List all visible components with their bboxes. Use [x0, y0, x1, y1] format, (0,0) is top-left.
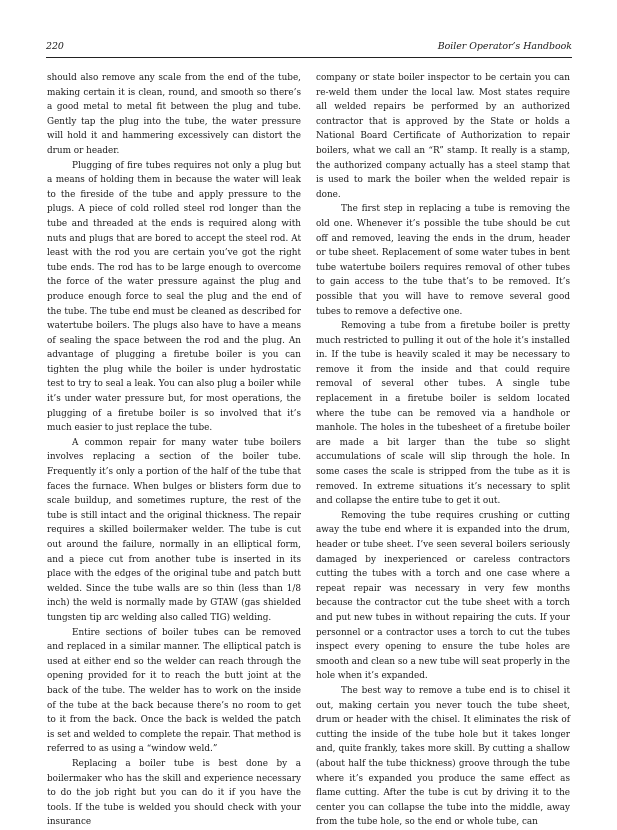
paragraph: The best way to remove a tube end is to chisel it out, making certain you never touch the tube sheet, drum or header with the chisel. It eliminates the risk of cutting the inside of the tube hole but it takes longer and, quite frankly, takes more skill. By cutting a shallow (about half the tube thickness) groove through the tube where it’s expanded you produce the same effect as flame cutting. After the tube is cut by driving it to the center you can collapse the tube into the middle, away from the tube hole, so the end or whole tube, can — [316, 685, 570, 828]
running-title: Boiler Operator’s Handbook — [437, 41, 572, 52]
paragraph: Removing the tube requires crushing or cutting away the tube end where it is expanded into the drum, header or tube sheet. I’ve seen several boilers seriously damaged by inexperienced or careless contractors cutting the tubes with a torch and one case where a repeat repair was necessary in very few months because the contractor cut the tube sheet with a torch and put new tubes in without repairing the cuts. If your personnel or a contractor uses a torch to cut the tubes inspect every opening to ensure the tube holes are smooth and clean so a new tube will seat properly in the hole when it’s expanded. — [316, 510, 570, 682]
running-header — [46, 41, 572, 55]
paragraph: Plugging of fire tubes requires not only a plug but a means of holding them in because the water will leak to the fireside of the tube and apply pressure to the plugs. A piece of cold rolled steel rod longer than the tube and threaded at the ends is required along with nuts and plugs that are bored to accept the steel rod. At least with the rod you are certain you’ve got the right tube ends. The rod has to be large enough to overcome the force of the water pressure against the plug and produce enough force to seal the plug and the end of the tube. The tube end must be cleaned as described for watertube boilers. The plugs also have to have a means of sealing the space between the rod and the plug. An advantage of plugging a firetube boiler is you can tighten the plug while the boiler is under hydrostatic test to try to seal a leak. You can also plug a boiler while it’s under water pressure but, for most operations, the plugging of a firetube boiler is so involved that it’s much easier to just replace the tube. — [47, 160, 301, 434]
left-column — [47, 71, 301, 830]
paragraph: company or state boiler inspector to be certain you can re-weld them under the local law. Most states require all welded repairs be performed by an authorized contractor that is approved by the State or holds a National Board Certificate of Authorization to repair boilers, what we call an “R” stamp. It really is a stamp, the authorized company actually has a steel stamp that is used to mark the boiler when the welded repair is done. — [316, 73, 570, 200]
paragraph: Replacing a boiler tube is best done by a boilermaker who has the skill and experience necessary to do the job right but you can do it if you have the tools. If the tube is welded you should check with your insurance — [47, 758, 301, 828]
page-number: 220 — [46, 41, 64, 52]
header-rule — [46, 57, 572, 58]
paragraph: Removing a tube from a firetube boiler is pretty much restricted to pulling it out of the hole it’s installed in. If the tube is heavily scaled it may be necessary to remove it from the inside and that could require removal of several other tubes. A single tube replacement in a firetube boiler is seldom located where the tube can be removed via a handhole or manhole. The holes in the tubesheet of a firetube boiler are made a bit larger than the tube so slight accumulations of scale will slip through the hole. In some cases the scale is stripped from the tube as it is removed. In extreme situations it’s necessary to split and collapse the entire tube to get it out. — [316, 321, 570, 507]
paragraph: should also remove any scale from the end of the tube, making certain it is clean, round, and smooth so there’s a good metal to metal fit between the plug and tube. Gently tap the plug into the tube, the water pressure will hold it and hammering excessively can distort the drum or header. — [47, 73, 301, 156]
paragraph: The first step in replacing a tube is removing the old one. Whenever it’s possible the tube should be cut off and removed, leaving the ends in the drum, header or tube sheet. Replacement of some water tubes in bent tube watertube boilers requires removal of other tubes to gain access to the tube that’s to be removed. It’s possible that you will have to remove several good tubes to remove a defective one. — [316, 204, 570, 317]
paragraph: A common repair for many water tube boilers involves replacing a section of the boiler tube. Frequently it’s only a portion of the half of the tube that faces the furnace. When bulges or blisters form due to scale buildup, and sometimes rupture, the rest of the tube is still intact and the original thickness. The repair requires a skilled boilermaker welder. The tube is cut out around the failure, normally in an elliptical form, and a piece cut from another tube is inserted in its place with the edges of the original tube and patch butt welded. Since the tube walls are so thin (less than 1/8 inch) the weld is normally made by GTAW (gas shielded tungsten tip arc welding also called TIG) welding. — [47, 437, 301, 623]
paragraph: Entire sections of boiler tubes can be removed and replaced in a similar manner. The elliptical patch is used at either end so the welder can reach through the opening provided for it to reach the butt joint at the back of the tube. The welder has to work on the inside of the tube at the back because there’s no room to get to it from the back. Once the back is welded the patch is set and welded to complete the repair. That method is referred to as using a “window weld.” — [47, 627, 301, 755]
right-column — [316, 71, 570, 830]
